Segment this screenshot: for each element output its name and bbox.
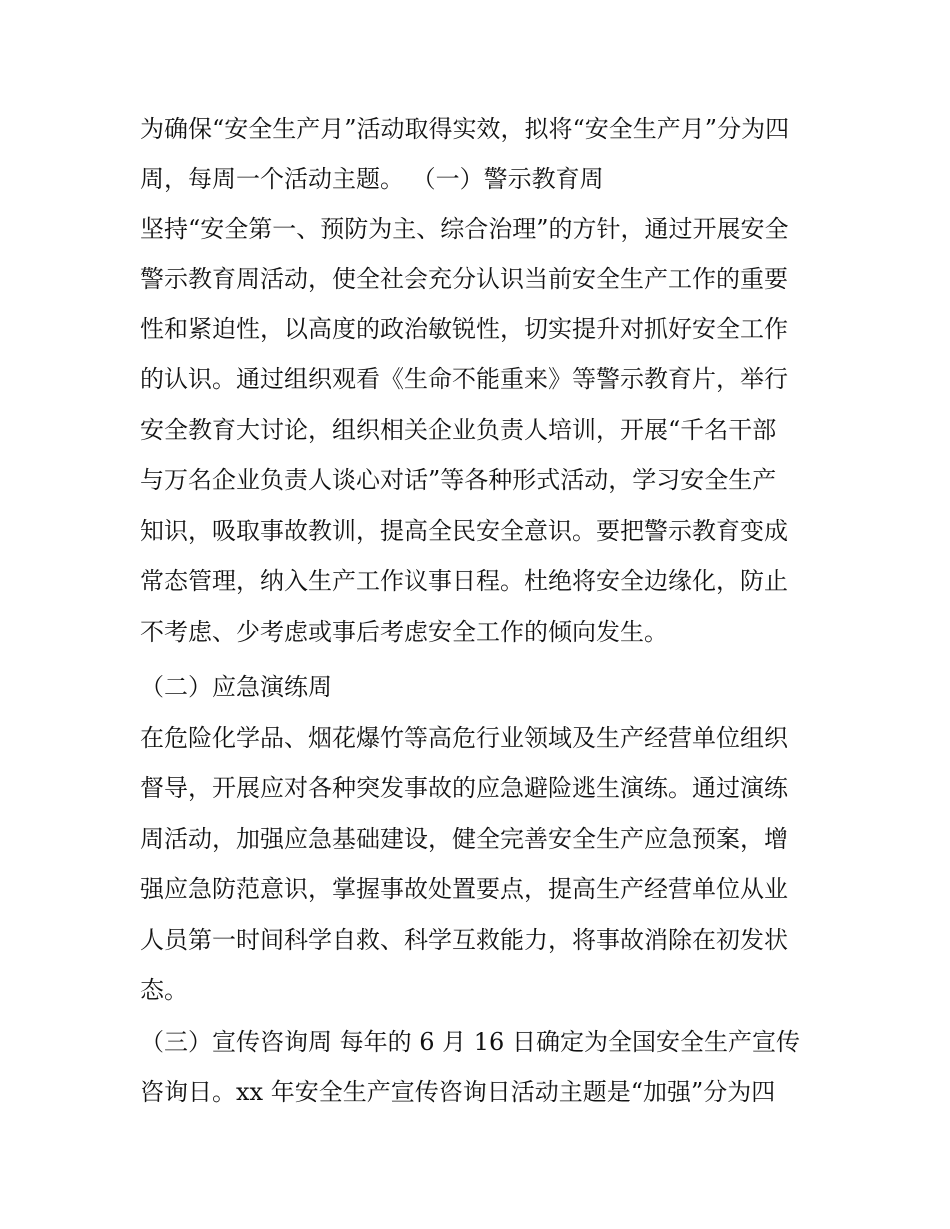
text-line: 周，每周一个活动主题。 （一）警示教育周 (140, 165, 604, 193)
text-line: 态。 (140, 976, 188, 1004)
text-line: 在危险化学品、烟花爆竹等高危行业领域及生产经营单位组织 (140, 724, 788, 752)
text-line: 性和紧迫性，以高度的政治敏锐性，切实提升对抓好安全工作 (140, 315, 788, 343)
text-line: 安全教育大讨论，组织相关企业负责人培训，开展“千名干部 (140, 416, 777, 444)
text-line: 咨询日。xx 年安全生产宣传咨询日活动主题是“加强”分为四 (140, 1078, 776, 1106)
text-line: 与万名企业负责人谈心对话”等各种形式活动，学习安全生产 (140, 466, 777, 494)
text-line: 知识，吸取事故教训，提高全民安全意识。要把警示教育变成 (140, 517, 788, 545)
text-line: （三）宣传咨询周 每年的 6 月 16 日确定为全国安全生产宣传 (140, 1028, 800, 1056)
text-line: 强应急防范意识，掌握事故处置要点，提高生产经营单位从业 (140, 875, 788, 903)
text-line: 不考虑、少考虑或事后考虑安全工作的倾向发生。 (140, 618, 668, 646)
text-line: 警示教育周活动，使全社会充分认识当前安全生产工作的重要 (140, 265, 788, 293)
text-line: 常态管理，纳入生产工作议事日程。杜绝将安全边缘化，防止 (140, 567, 788, 595)
section-heading: （二）应急演练周 (140, 673, 332, 701)
text-line: 周活动，加强应急基础建设，健全完善安全生产应急预案，增 (140, 825, 788, 853)
text-line: 的认识。通过组织观看《生命不能重来》等警示教育片，举行 (140, 365, 788, 393)
text-line: 人员第一时间科学自救、科学互救能力，将事故消除在初发状 (140, 926, 788, 954)
text-line: 坚持“安全第一、预防为主、综合治理”的方针，通过开展安全 (140, 215, 789, 243)
text-line: 为确保“安全生产月”活动取得实效，拟将“安全生产月”分为四 (140, 115, 790, 143)
text-line: 督导，开展应对各种突发事故的应急避险逃生演练。通过演练 (140, 774, 788, 802)
